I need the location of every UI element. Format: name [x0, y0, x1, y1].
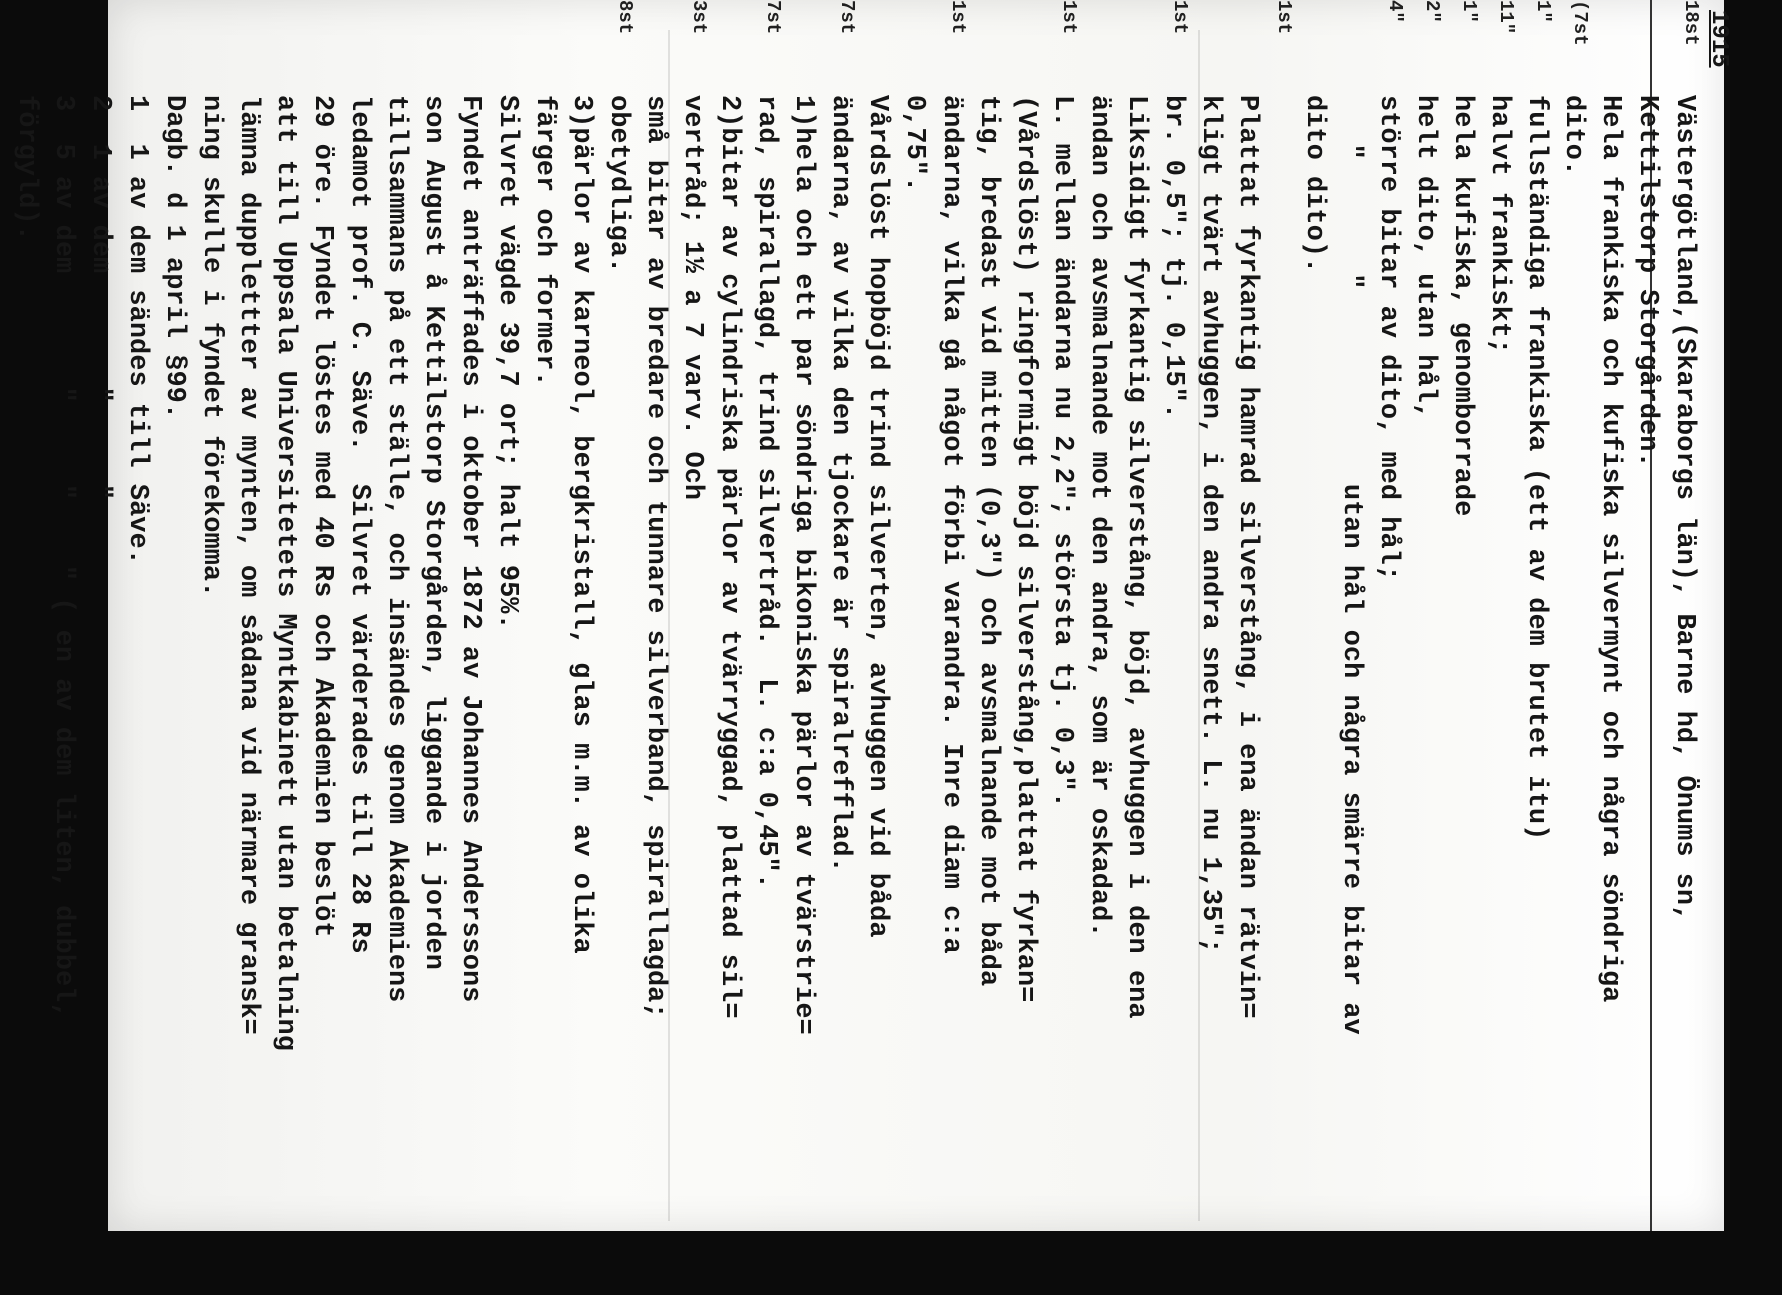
- margin-count: 4": [1384, 0, 1406, 23]
- document-line: ändarna, av vilka den tjockare är spiralrefflad.: [825, 95, 855, 873]
- document-line: dito dito).: [1299, 95, 1329, 274]
- document-line: 29 öre. Fyndet löstes med 40 Rs och Akademien beslöt: [307, 95, 337, 938]
- document-body: [7, 95, 1702, 1295]
- document-line: ändan och avsmalnande mot den andra, som är oskadad.: [1084, 95, 1114, 938]
- document-line: förgyld).: [11, 95, 41, 241]
- document-line: Liksidigt fyrkantig silverstång, böjd, avhuggen i den ena: [1121, 95, 1151, 1019]
- document-line: Vårdslöst hopböjd trind silverten, avhuggen vid båda: [862, 95, 892, 938]
- margin-count: 18st: [1680, 0, 1702, 46]
- document-line: lämna dupplettter av mynten, om sådana vid närmare gransk=: [233, 95, 263, 1035]
- document-line: Västergötland,(Skaraborgs län), Barne hd, Önums sn,: [1669, 95, 1699, 922]
- document-line: ning skulle i fyndet förekomma.: [196, 95, 226, 598]
- document-line: halvt frankiskt;: [1484, 95, 1514, 355]
- margin-count: 1": [1458, 0, 1480, 23]
- document-line: L. mellan ändarna nu 2,2"; största tj. 0,3".: [1047, 95, 1077, 808]
- document-line: 1 1 av dem sändes till Säve.: [122, 95, 152, 565]
- document-line: vertråd; 1½ a 7 varv. Och: [677, 95, 707, 501]
- card-number: 1915: [1705, 10, 1732, 68]
- margin-count: 1st: [947, 0, 969, 35]
- document-line: kligt tvärt avhuggen, i den andra snett. L. nu 1,35";: [1195, 95, 1225, 954]
- document-line: fullständiga frankiska (ett av dem brutet itu): [1521, 95, 1551, 841]
- document-line: 3 5 av dem " " " ( en av dem liten, dubbel,: [48, 95, 78, 1019]
- document-line: helt dito, utan hål,: [1410, 95, 1440, 420]
- document-line: rad, spirallagd, trind silvertråd. L. c:a 0,45".: [751, 95, 781, 889]
- document-line: tig, bredast vid mitten (0,3") och avsmalnande mot båda: [973, 95, 1003, 987]
- document-line: 3)pärlor av karneol, bergkristall, glas m.m. av olika: [566, 95, 596, 954]
- document-line: färger och former.: [529, 95, 559, 387]
- document-line: ändarna, vilka gå något förbi varandra. Inre diam c:a: [936, 95, 966, 954]
- margin-count: 7st: [762, 0, 784, 35]
- document-line: Dagb. d 1 april §99.: [159, 95, 189, 420]
- document-line: son August å Kettilstorp Storgården, liggande i jorden: [418, 95, 448, 970]
- document-line: 2 1 av dem " ": [85, 95, 115, 501]
- document-line: små bitar av bredare och tunnare silverband, spirallagda;: [640, 95, 670, 1019]
- document-line: Hela frankiska och kufiska silvermynt och några söndriga: [1595, 95, 1625, 1003]
- document-line: hela kufiska, genomborrade: [1447, 95, 1477, 517]
- document-line: (Vårdslöst) ringformigt böjd silverstång,plattat fyrkan=: [1010, 95, 1040, 1003]
- margin-count: 8st: [614, 0, 636, 35]
- document-line: Fyndet anträffades i oktober 1872 av Johannes Anderssons: [455, 95, 485, 1003]
- document-line: [1265, 95, 1295, 1295]
- margin-count: 1": [1532, 0, 1554, 23]
- document-line: obetydliga.: [603, 95, 633, 274]
- document-line: Silvret vägde 39,7 ort; halt 95%.: [492, 95, 522, 630]
- margin-count: 1st: [1058, 0, 1080, 35]
- margin-count: 7st: [836, 0, 858, 35]
- margin-count: 1st: [1273, 0, 1295, 35]
- document-line: större bitar av dito, med hål;: [1373, 95, 1403, 582]
- document-line: ledamot prof. C. Säve. Silvret värderades till 28 Rs: [344, 95, 374, 954]
- document-line: Plattat fyrkantig hamrad silverstång, i ena ändan rätvin=: [1232, 95, 1262, 1019]
- document-line: 0,75".: [899, 95, 929, 193]
- document-line: Kettilstorp Storgården.: [1632, 95, 1662, 468]
- document-line: " " utan hål och några smärre bitar av: [1336, 95, 1366, 1035]
- margin-count: (7st: [1569, 0, 1591, 46]
- document-line: dito.: [1558, 95, 1588, 177]
- margin-count: 2": [1421, 0, 1443, 23]
- document-line: br. 0,5"; tj. 0,15".: [1158, 95, 1188, 420]
- document-line: tillsammans på ett ställe, och insändes genom Akademiens: [381, 95, 411, 1003]
- document-line: att till Uppsala Universitetets Myntkabinett utan betalning: [270, 95, 300, 1051]
- margin-count: 3st: [688, 0, 710, 35]
- document-line: 2)bitar av cylindriska pärlor av tvärryggad, plattad sil=: [714, 95, 744, 1019]
- margin-count: 11": [1495, 0, 1517, 35]
- margin-count: 1st: [1169, 0, 1191, 35]
- document-line: 1)hela och ett par söndriga bikoniska pärlor av tvärstrie=: [788, 95, 818, 1035]
